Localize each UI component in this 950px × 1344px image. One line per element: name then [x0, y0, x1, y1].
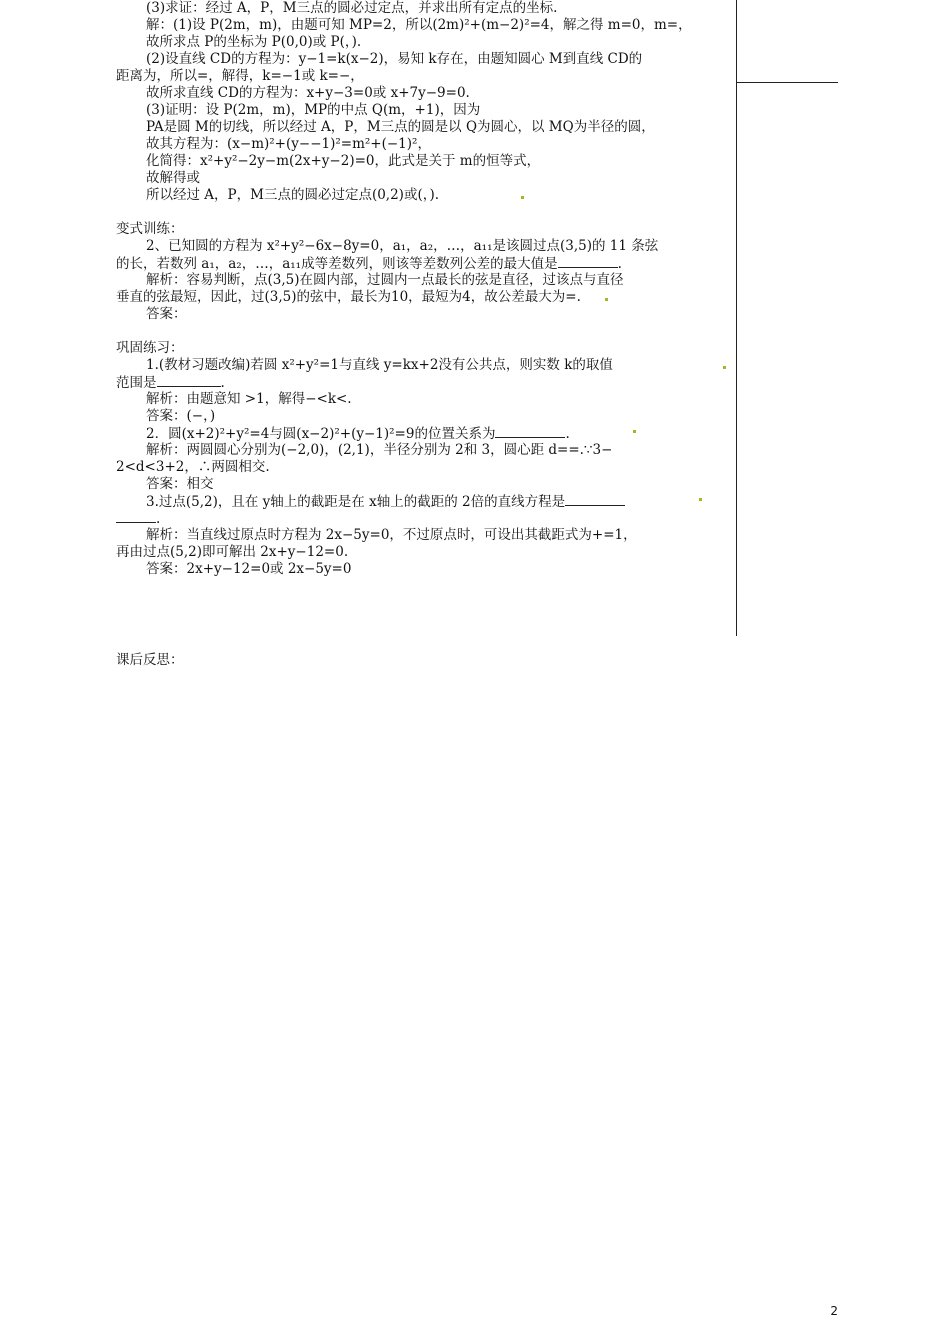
problem-2-text: 2．圆(x+2)²+y²=4与圆(x−2)²+(y−1)²=9的位置关系为: [146, 426, 496, 442]
solution-line-4: 距离为，所以=，解得，k=−1或 k=−，: [116, 68, 364, 84]
problem-1-line-1: 1.(教材习题改编)若圆 x²+y²=1与直线 y=kx+2没有公共点，则实数 k的取值: [146, 357, 613, 373]
solution-line-3: (2)设直线 CD的方程为：y−1=k(x−2)，易知 k存在，由题知圆心 M到直线 CD的: [146, 51, 643, 67]
reflection-heading: 课后反思：: [116, 652, 184, 668]
problem-3-answer: 答案：2x+y−12=0或 2x−5y=0: [146, 561, 352, 577]
problem-1-text: 范围是: [116, 375, 157, 391]
answer-blank: [558, 255, 618, 268]
solution-line-6: (3)证明：设 P(2m，m)，MP的中点 Q(m，+1)，因为: [146, 102, 481, 118]
solution-line-1: 解：(1)设 P(2m，m)，由题可知 MP=2，所以(2m)²+(m−2)²=4，解之得 m=0，m=，: [146, 17, 692, 33]
solution-line-9: 化简得：x²+y²−2y−m(2x+y−2)=0，此式是关于 m的恒等式，: [146, 153, 541, 169]
punctuation: .: [220, 375, 225, 391]
problem-1-answer: 答案：(−，): [146, 408, 216, 424]
problem-3-solution-line-2: 再由过点(5,2)即可解出 2x+y−12=0.: [116, 544, 349, 560]
solution-line-8: 故其方程为：(x−m)²+(y−−1)²=m²+(−1)²，: [146, 136, 431, 152]
punctuation: .: [617, 256, 622, 272]
page-number: 2: [830, 1304, 838, 1318]
marker-dot: [723, 366, 726, 369]
solution-line-5: 故所求直线 CD的方程为：x+y−3=0或 x+7y−9=0.: [146, 85, 470, 101]
problem-3-solution-line-1: 解析：当直线过原点时方程为 2x−5y=0，不过原点时，可设出其截距式为+=1，: [146, 527, 637, 543]
solution-line-11: 所以经过 A，P，M三点的圆必过定点(0,2)或(，).: [146, 187, 440, 203]
solution-line-2: 故所求点 P的坐标为 P(0,0)或 P(，).: [146, 34, 362, 50]
problem-2-answer: 答案：相交: [146, 476, 214, 492]
consolidate-heading: 巩固练习：: [116, 340, 184, 356]
answer-blank: [116, 510, 156, 523]
marker-dot: [605, 298, 608, 301]
problem-1-solution: 解析：由题意知 >1，解得−<k<.: [146, 391, 352, 407]
answer-blank: [565, 493, 625, 506]
punctuation: .: [565, 426, 570, 442]
variant-solution-line-2: 垂直的弦最短，因此，过(3,5)的弦中，最长为10，最短为4，故公差最大为=.: [116, 289, 581, 305]
punctuation: .: [156, 511, 161, 527]
margin-rule: [736, 82, 838, 83]
question-3-statement: (3)求证：经过 A，P，M三点的圆必过定点，并求出所有定点的坐标.: [146, 0, 558, 16]
variant-question-line-1: 2、已知圆的方程为 x²+y²−6x−8y=0，a₁，a₂，…，a₁₁是该圆过点(3,5)的 11 条弦: [146, 238, 659, 254]
problem-2-statement: [146, 425, 570, 443]
problem-2-solution-line-1: 解析：两圆圆心分别为(−2,0)，(2,1)，半径分别为 2和 3，圆心距 d==.∵3−: [146, 442, 613, 458]
variant-question-line-2: [116, 255, 622, 273]
problem-1-line-2: [116, 374, 225, 392]
marker-dot: [699, 498, 702, 501]
solution-line-10: 故解得或: [146, 170, 200, 186]
solution-line-7: PA是圆 M的切线，所以经过 A，P，M三点的圆是以 Q为圆心，以 MQ为半径的圆，: [146, 119, 655, 135]
variant-solution-line-1: 解析：容易判断，点(3,5)在圆内部，过圆内一点最长的弦是直径，过该点与直径: [146, 272, 624, 288]
variant-heading: 变式训练：: [116, 221, 184, 237]
marker-dot: [633, 430, 636, 433]
column-divider: [736, 0, 737, 636]
marker-dot: [521, 196, 524, 199]
problem-3-text: 3.过点(5,2)，且在 y轴上的截距是在 x轴上的截距的 2倍的直线方程是: [146, 494, 566, 510]
answer-blank: [495, 425, 565, 438]
problem-3-blank-continued: [116, 510, 160, 528]
problem-2-solution-line-2: 2<d<3+2，∴两圆相交.: [116, 459, 270, 475]
variant-question-text: 的长，若数列 a₁，a₂，…，a₁₁成等差数列，则该等差数列公差的最大值是: [116, 256, 558, 272]
variant-answer: 答案：: [146, 306, 187, 322]
problem-3-statement: [146, 493, 625, 511]
answer-blank: [157, 374, 221, 387]
